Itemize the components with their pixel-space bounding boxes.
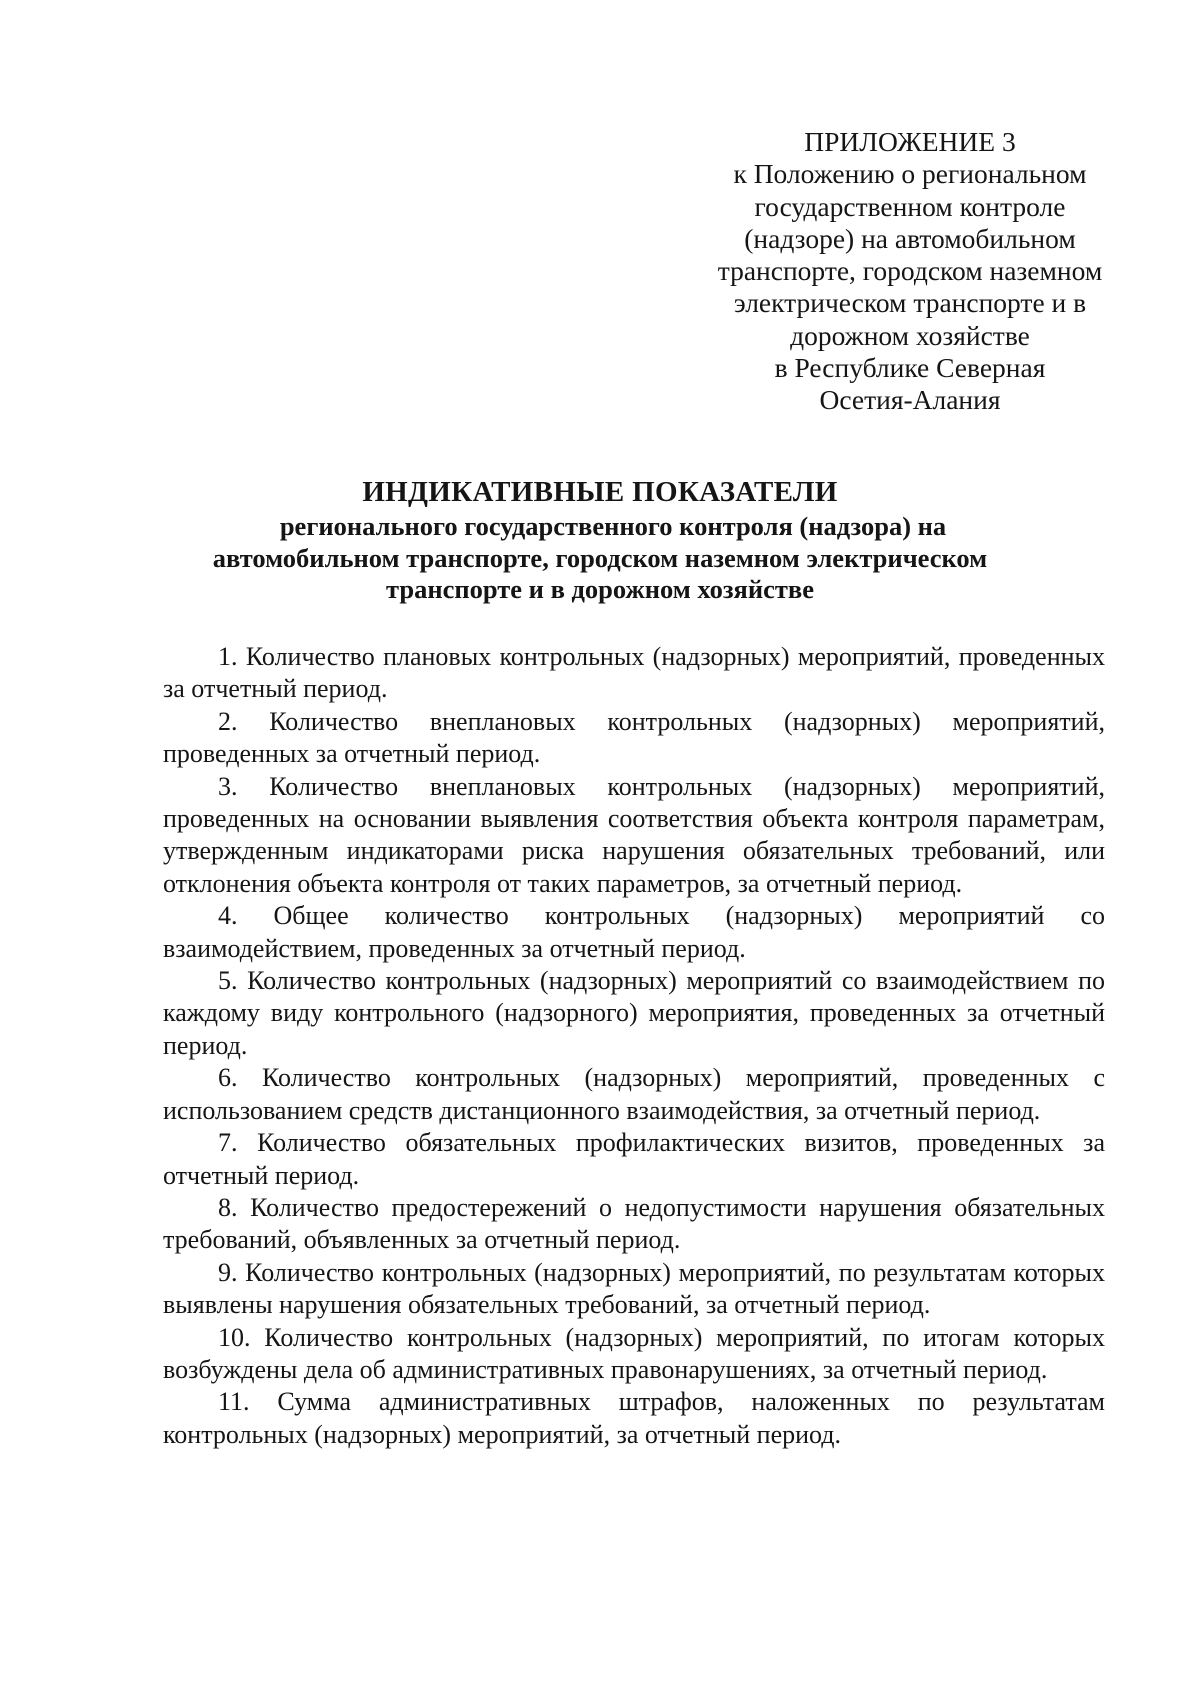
indicator-item: 9. Количество контрольных (надзорных) мероприятий, по результатам которых выявлены нарушения обязательных требований, за отчетный период.	[163, 1257, 1105, 1320]
appendix-line: к Положению о региональном	[733, 158, 1087, 190]
indicator-item: 6. Количество контрольных (надзорных) мероприятий, проведенных с использованием средств дистанционного взаимодействия, за отчетный период.	[163, 1063, 1105, 1125]
indicator-item: 2. Количество внеплановых контрольных (надзорных) мероприятий, проведенных за отчетный период.	[163, 706, 1105, 769]
indicator-list	[163, 641, 1105, 1451]
indicator-item: 8. Количество предостережений о недопустимости нарушения обязательных требований, объявленных за отчетный период.	[163, 1192, 1105, 1255]
title-subline: регионального государственного контроля (надзора) на	[279, 511, 947, 541]
indicator-item: 4. Общее количество контрольных (надзорных) мероприятий со взаимодействием, проведенных за отчетный период.	[163, 901, 1105, 963]
appendix-line: транспорте, городском наземном	[717, 255, 1103, 287]
indicator-item: 1. Количество плановых контрольных (надзорных) мероприятий, проведенных за отчетный период.	[163, 642, 1105, 704]
appendix-line: (надзоре) на автомобильном	[744, 222, 1076, 254]
indicator-item: 11. Сумма административных штрафов, наложенных по результатам контрольных (надзорных) мероприятий, за отчетный период.	[163, 1387, 1105, 1449]
appendix-line: дорожном хозяйстве	[790, 319, 1030, 351]
appendix-header	[700, 126, 1120, 417]
title-main: ИНДИКАТИВНЫЕ ПОКАЗАТЕЛИ	[362, 476, 838, 508]
appendix-line: электрическом транспорте и в	[733, 287, 1087, 319]
document-title	[140, 475, 1060, 606]
appendix-line: ПРИЛОЖЕНИЕ 3	[804, 126, 1016, 157]
title-subline: транспорте и в дорожном хозяйстве	[386, 574, 814, 604]
appendix-line: в Республике Северная	[774, 352, 1046, 384]
indicator-item: 10. Количество контрольных (надзорных) мероприятий, по итогам которых возбуждены дела об административных правонарушениях, за отчетный период.	[163, 1322, 1105, 1384]
title-subline: автомобильном транспорте, городском наземном электрическом	[212, 542, 988, 573]
indicator-item: 7. Количество обязательных профилактических визитов, проведенных за отчетный период.	[163, 1128, 1105, 1190]
indicator-item: 3. Количество внеплановых контрольных (надзорных) мероприятий, проведенных на основании выявления соответствия объекта контроля параметрам, утвержденным индикаторами риска нарушения обязательных требований, или отклонения объекта контроля от таких параметров, за отчетный период.	[163, 771, 1105, 898]
indicator-item: 5. Количество контрольных (надзорных) мероприятий со взаимодействием по каждому виду контрольного (надзорного) мероприятия, проведенных за отчетный период.	[163, 966, 1105, 1060]
appendix-line: государственном контроле	[754, 190, 1066, 222]
appendix-line: Осетия-Алания	[819, 384, 1001, 416]
